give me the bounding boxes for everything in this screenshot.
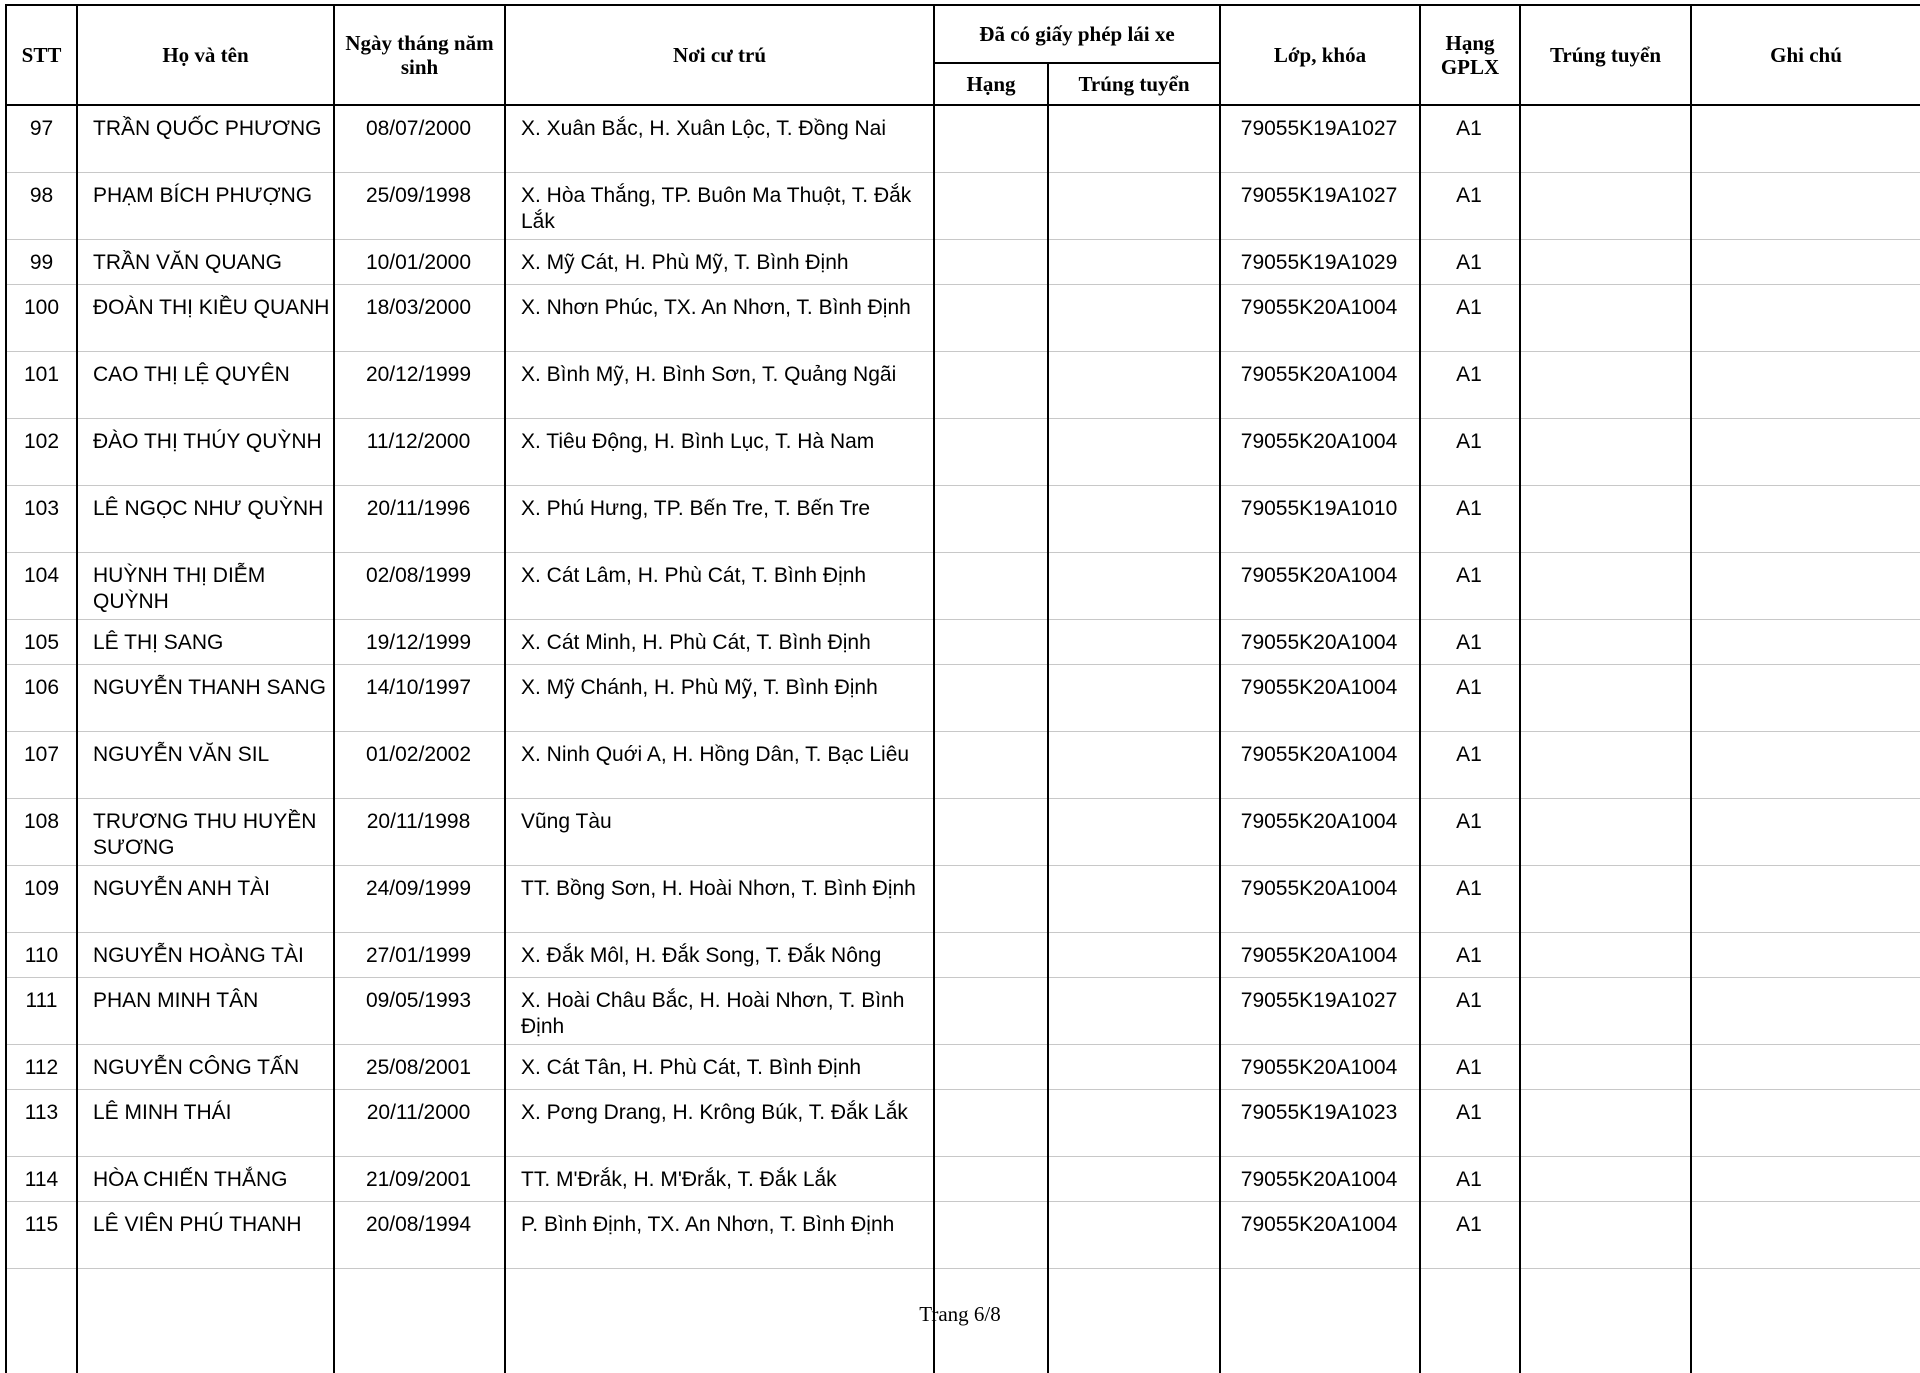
cell-dob: 20/11/2000 xyxy=(334,1090,505,1157)
cell-stt: 107 xyxy=(6,732,77,799)
table-row xyxy=(6,1202,1920,1269)
table-row xyxy=(6,419,1920,486)
cell-license-class xyxy=(934,620,1048,665)
header-note: Ghi chú xyxy=(1691,5,1920,105)
cell-name: NGUYỄN THANH SANG xyxy=(77,665,334,732)
cell-gplx-class: A1 xyxy=(1420,553,1520,620)
cell-stt: 115 xyxy=(6,1202,77,1269)
header-gplx-class: Hạng GPLX xyxy=(1420,5,1520,105)
cell-stt: 102 xyxy=(6,419,77,486)
cell-license-class xyxy=(934,173,1048,240)
cell-class-course: 79055K20A1004 xyxy=(1220,732,1420,799)
cell-license-class xyxy=(934,419,1048,486)
cell-license-passed xyxy=(1048,665,1220,732)
cell-address: Vũng Tàu xyxy=(505,799,934,866)
cell-gplx-class: A1 xyxy=(1420,173,1520,240)
cell-stt: 97 xyxy=(6,105,77,173)
cell-dob: 01/02/2002 xyxy=(334,732,505,799)
cell-note xyxy=(1691,105,1920,173)
cell-name: NGUYỄN VĂN SIL xyxy=(77,732,334,799)
cell-note xyxy=(1691,665,1920,732)
cell-dob: 20/11/1998 xyxy=(334,799,505,866)
cell-class-course: 79055K20A1004 xyxy=(1220,933,1420,978)
cell-license-class xyxy=(934,1045,1048,1090)
cell-class-course: 79055K20A1004 xyxy=(1220,866,1420,933)
cell-note xyxy=(1691,1045,1920,1090)
empty-cell xyxy=(1048,1321,1220,1373)
table-row xyxy=(6,620,1920,665)
cell-name: HUỲNH THỊ DIỄM QUỲNH xyxy=(77,553,334,620)
cell-gplx-class: A1 xyxy=(1420,665,1520,732)
cell-license-passed xyxy=(1048,866,1220,933)
cell-address: X. Cát Tân, H. Phù Cát, T. Bình Định xyxy=(505,1045,934,1090)
table-row xyxy=(6,978,1920,1045)
cell-stt: 110 xyxy=(6,933,77,978)
cell-address: X. Tiêu Động, H. Bình Lục, T. Hà Nam xyxy=(505,419,934,486)
empty-cell xyxy=(934,1321,1048,1373)
cell-passed xyxy=(1520,933,1691,978)
cell-gplx-class: A1 xyxy=(1420,240,1520,285)
student-roster-table xyxy=(5,4,1920,1373)
cell-address: X. Hòa Thắng, TP. Buôn Ma Thuột, T. Đắk Lắk xyxy=(505,173,934,240)
cell-license-class xyxy=(934,352,1048,419)
cell-stt: 106 xyxy=(6,665,77,732)
cell-license-passed xyxy=(1048,1045,1220,1090)
cell-note xyxy=(1691,866,1920,933)
empty-cell xyxy=(1420,1321,1520,1373)
table-row xyxy=(6,486,1920,553)
cell-dob: 24/09/1999 xyxy=(334,866,505,933)
cell-gplx-class: A1 xyxy=(1420,732,1520,799)
cell-stt: 104 xyxy=(6,553,77,620)
cell-license-class xyxy=(934,978,1048,1045)
table-row xyxy=(6,799,1920,866)
header-license-passed: Trúng tuyển xyxy=(1048,63,1220,105)
cell-license-passed xyxy=(1048,933,1220,978)
cell-license-passed xyxy=(1048,105,1220,173)
cell-name: CAO THỊ LỆ QUYÊN xyxy=(77,352,334,419)
cell-address: X. Bình Mỹ, H. Bình Sơn, T. Quảng Ngãi xyxy=(505,352,934,419)
cell-license-class xyxy=(934,1157,1048,1202)
cell-note xyxy=(1691,240,1920,285)
cell-passed xyxy=(1520,486,1691,553)
cell-note xyxy=(1691,1157,1920,1202)
cell-address: X. Xuân Bắc, H. Xuân Lộc, T. Đồng Nai xyxy=(505,105,934,173)
cell-note xyxy=(1691,732,1920,799)
table-row xyxy=(6,866,1920,933)
cell-note xyxy=(1691,173,1920,240)
cell-note xyxy=(1691,419,1920,486)
cell-class-course: 79055K19A1029 xyxy=(1220,240,1420,285)
header-license-class: Hạng xyxy=(934,63,1048,105)
cell-class-course: 79055K19A1023 xyxy=(1220,1090,1420,1157)
cell-passed xyxy=(1520,285,1691,352)
cell-stt: 114 xyxy=(6,1157,77,1202)
cell-gplx-class: A1 xyxy=(1420,1045,1520,1090)
cell-name: ĐÀO THỊ THÚY QUỲNH xyxy=(77,419,334,486)
cell-passed xyxy=(1520,553,1691,620)
cell-class-course: 79055K20A1004 xyxy=(1220,352,1420,419)
table-row xyxy=(6,1090,1920,1157)
header-dob: Ngày tháng năm sinh xyxy=(334,5,505,105)
cell-license-passed xyxy=(1048,553,1220,620)
cell-note xyxy=(1691,1090,1920,1157)
header-class-course: Lớp, khóa xyxy=(1220,5,1420,105)
cell-stt: 109 xyxy=(6,866,77,933)
cell-license-passed xyxy=(1048,620,1220,665)
cell-class-course: 79055K20A1004 xyxy=(1220,285,1420,352)
cell-class-course: 79055K19A1027 xyxy=(1220,173,1420,240)
cell-license-passed xyxy=(1048,1157,1220,1202)
empty-row xyxy=(6,1321,1920,1373)
cell-license-class xyxy=(934,866,1048,933)
cell-stt: 111 xyxy=(6,978,77,1045)
cell-passed xyxy=(1520,732,1691,799)
cell-address: X. Cát Lâm, H. Phù Cát, T. Bình Định xyxy=(505,553,934,620)
header-name: Họ và tên xyxy=(77,5,334,105)
cell-name: PHẠM BÍCH PHƯỢNG xyxy=(77,173,334,240)
empty-cell xyxy=(505,1321,934,1373)
cell-name: NGUYỄN HOÀNG TÀI xyxy=(77,933,334,978)
table-row xyxy=(6,732,1920,799)
cell-class-course: 79055K20A1004 xyxy=(1220,1157,1420,1202)
cell-class-course: 79055K19A1010 xyxy=(1220,486,1420,553)
cell-passed xyxy=(1520,866,1691,933)
cell-class-course: 79055K20A1004 xyxy=(1220,620,1420,665)
cell-license-class xyxy=(934,799,1048,866)
cell-gplx-class: A1 xyxy=(1420,285,1520,352)
cell-name: LÊ VIÊN PHÚ THANH xyxy=(77,1202,334,1269)
cell-note xyxy=(1691,978,1920,1045)
table-row xyxy=(6,1045,1920,1090)
cell-note xyxy=(1691,352,1920,419)
table-row xyxy=(6,352,1920,419)
cell-license-class xyxy=(934,933,1048,978)
cell-note xyxy=(1691,553,1920,620)
cell-license-class xyxy=(934,665,1048,732)
cell-license-passed xyxy=(1048,352,1220,419)
cell-class-course: 79055K20A1004 xyxy=(1220,1045,1420,1090)
cell-class-course: 79055K20A1004 xyxy=(1220,419,1420,486)
cell-license-passed xyxy=(1048,486,1220,553)
cell-gplx-class: A1 xyxy=(1420,352,1520,419)
cell-dob: 20/08/1994 xyxy=(334,1202,505,1269)
cell-name: PHAN MINH TÂN xyxy=(77,978,334,1045)
cell-class-course: 79055K19A1027 xyxy=(1220,105,1420,173)
cell-address: TT. M'Đrắk, H. M'Đrắk, T. Đắk Lắk xyxy=(505,1157,934,1202)
cell-license-passed xyxy=(1048,799,1220,866)
cell-name: NGUYỄN CÔNG TẤN xyxy=(77,1045,334,1090)
header-row xyxy=(6,5,1920,63)
header-passed: Trúng tuyển xyxy=(1520,5,1691,105)
cell-passed xyxy=(1520,240,1691,285)
cell-license-passed xyxy=(1048,978,1220,1045)
cell-license-passed xyxy=(1048,732,1220,799)
table-row xyxy=(6,665,1920,732)
cell-note xyxy=(1691,486,1920,553)
cell-name: LÊ NGỌC NHƯ QUỲNH xyxy=(77,486,334,553)
cell-dob: 21/09/2001 xyxy=(334,1157,505,1202)
cell-passed xyxy=(1520,1090,1691,1157)
cell-address: X. Đắk Môl, H. Đắk Song, T. Đắk Nông xyxy=(505,933,934,978)
cell-dob: 11/12/2000 xyxy=(334,419,505,486)
cell-passed xyxy=(1520,1202,1691,1269)
cell-license-passed xyxy=(1048,240,1220,285)
cell-stt: 108 xyxy=(6,799,77,866)
cell-gplx-class: A1 xyxy=(1420,105,1520,173)
cell-name: LÊ THỊ SANG xyxy=(77,620,334,665)
empty-cell xyxy=(6,1321,77,1373)
cell-passed xyxy=(1520,105,1691,173)
cell-name: TRẦN VĂN QUANG xyxy=(77,240,334,285)
cell-passed xyxy=(1520,1045,1691,1090)
cell-gplx-class: A1 xyxy=(1420,419,1520,486)
cell-dob: 02/08/1999 xyxy=(334,553,505,620)
cell-passed xyxy=(1520,173,1691,240)
cell-address: X. Hoài Châu Bắc, H. Hoài Nhơn, T. Bình Định xyxy=(505,978,934,1045)
cell-note xyxy=(1691,933,1920,978)
cell-license-class xyxy=(934,240,1048,285)
cell-class-course: 79055K20A1004 xyxy=(1220,665,1420,732)
empty-cell xyxy=(1520,1321,1691,1373)
cell-address: X. Phú Hưng, TP. Bến Tre, T. Bến Tre xyxy=(505,486,934,553)
cell-stt: 101 xyxy=(6,352,77,419)
cell-dob: 18/03/2000 xyxy=(334,285,505,352)
header-license-group: Đã có giấy phép lái xe xyxy=(934,5,1220,63)
cell-license-passed xyxy=(1048,419,1220,486)
cell-address: P. Bình Định, TX. An Nhơn, T. Bình Định xyxy=(505,1202,934,1269)
cell-dob: 20/12/1999 xyxy=(334,352,505,419)
cell-dob: 19/12/1999 xyxy=(334,620,505,665)
header-address: Nơi cư trú xyxy=(505,5,934,105)
cell-gplx-class: A1 xyxy=(1420,486,1520,553)
empty-cell xyxy=(1220,1321,1420,1373)
cell-dob: 08/07/2000 xyxy=(334,105,505,173)
cell-license-passed xyxy=(1048,1090,1220,1157)
table-row xyxy=(6,240,1920,285)
cell-passed xyxy=(1520,978,1691,1045)
cell-name: TRƯƠNG THU HUYỀN SƯƠNG xyxy=(77,799,334,866)
cell-passed xyxy=(1520,799,1691,866)
cell-dob: 20/11/1996 xyxy=(334,486,505,553)
cell-address: X. Mỹ Cát, H. Phù Mỹ, T. Bình Định xyxy=(505,240,934,285)
cell-stt: 103 xyxy=(6,486,77,553)
empty-cell xyxy=(1691,1321,1920,1373)
header-stt: STT xyxy=(6,5,77,105)
table-row xyxy=(6,933,1920,978)
cell-gplx-class: A1 xyxy=(1420,799,1520,866)
cell-license-class xyxy=(934,732,1048,799)
cell-gplx-class: A1 xyxy=(1420,978,1520,1045)
cell-class-course: 79055K20A1004 xyxy=(1220,553,1420,620)
cell-name: ĐOÀN THỊ KIỀU QUANH xyxy=(77,285,334,352)
cell-note xyxy=(1691,620,1920,665)
cell-passed xyxy=(1520,419,1691,486)
cell-gplx-class: A1 xyxy=(1420,933,1520,978)
cell-stt: 98 xyxy=(6,173,77,240)
roster-body xyxy=(6,105,1920,1373)
table-row xyxy=(6,285,1920,352)
cell-license-passed xyxy=(1048,173,1220,240)
cell-class-course: 79055K20A1004 xyxy=(1220,1202,1420,1269)
cell-gplx-class: A1 xyxy=(1420,1090,1520,1157)
cell-gplx-class: A1 xyxy=(1420,866,1520,933)
cell-stt: 105 xyxy=(6,620,77,665)
cell-license-class xyxy=(934,285,1048,352)
cell-license-class xyxy=(934,553,1048,620)
cell-passed xyxy=(1520,352,1691,419)
cell-note xyxy=(1691,1202,1920,1269)
table-row xyxy=(6,1157,1920,1202)
page-number: Trang 6/8 xyxy=(919,1302,1001,1326)
empty-cell xyxy=(77,1321,334,1373)
cell-address: X. Pơng Drang, H. Krông Búk, T. Đắk Lắk xyxy=(505,1090,934,1157)
cell-stt: 99 xyxy=(6,240,77,285)
cell-address: X. Mỹ Chánh, H. Phù Mỹ, T. Bình Định xyxy=(505,665,934,732)
table-row xyxy=(6,105,1920,173)
cell-gplx-class: A1 xyxy=(1420,1202,1520,1269)
cell-class-course: 79055K20A1004 xyxy=(1220,799,1420,866)
cell-passed xyxy=(1520,665,1691,732)
cell-stt: 112 xyxy=(6,1045,77,1090)
cell-name: NGUYỄN ANH TÀI xyxy=(77,866,334,933)
cell-passed xyxy=(1520,1157,1691,1202)
table-row xyxy=(6,173,1920,240)
cell-dob: 25/08/2001 xyxy=(334,1045,505,1090)
cell-stt: 113 xyxy=(6,1090,77,1157)
cell-name: TRẦN QUỐC PHƯƠNG xyxy=(77,105,334,173)
cell-license-passed xyxy=(1048,1202,1220,1269)
cell-dob: 27/01/1999 xyxy=(334,933,505,978)
cell-dob: 09/05/1993 xyxy=(334,978,505,1045)
cell-license-class xyxy=(934,486,1048,553)
cell-license-class xyxy=(934,105,1048,173)
cell-dob: 25/09/1998 xyxy=(334,173,505,240)
cell-gplx-class: A1 xyxy=(1420,620,1520,665)
cell-passed xyxy=(1520,620,1691,665)
cell-note xyxy=(1691,285,1920,352)
cell-address: X. Nhơn Phúc, TX. An Nhơn, T. Bình Định xyxy=(505,285,934,352)
cell-license-class xyxy=(934,1202,1048,1269)
cell-address: X. Ninh Quới A, H. Hồng Dân, T. Bạc Liêu xyxy=(505,732,934,799)
cell-note xyxy=(1691,799,1920,866)
cell-gplx-class: A1 xyxy=(1420,1157,1520,1202)
cell-address: X. Cát Minh, H. Phù Cát, T. Bình Định xyxy=(505,620,934,665)
cell-license-passed xyxy=(1048,285,1220,352)
cell-stt: 100 xyxy=(6,285,77,352)
cell-name: LÊ MINH THÁI xyxy=(77,1090,334,1157)
table-row xyxy=(6,553,1920,620)
cell-license-class xyxy=(934,1090,1048,1157)
cell-dob: 10/01/2000 xyxy=(334,240,505,285)
cell-address: TT. Bồng Sơn, H. Hoài Nhơn, T. Bình Định xyxy=(505,866,934,933)
cell-dob: 14/10/1997 xyxy=(334,665,505,732)
cell-class-course: 79055K19A1027 xyxy=(1220,978,1420,1045)
cell-name: HÒA CHIẾN THẮNG xyxy=(77,1157,334,1202)
empty-cell xyxy=(334,1321,505,1373)
roster-document xyxy=(5,4,1920,1300)
